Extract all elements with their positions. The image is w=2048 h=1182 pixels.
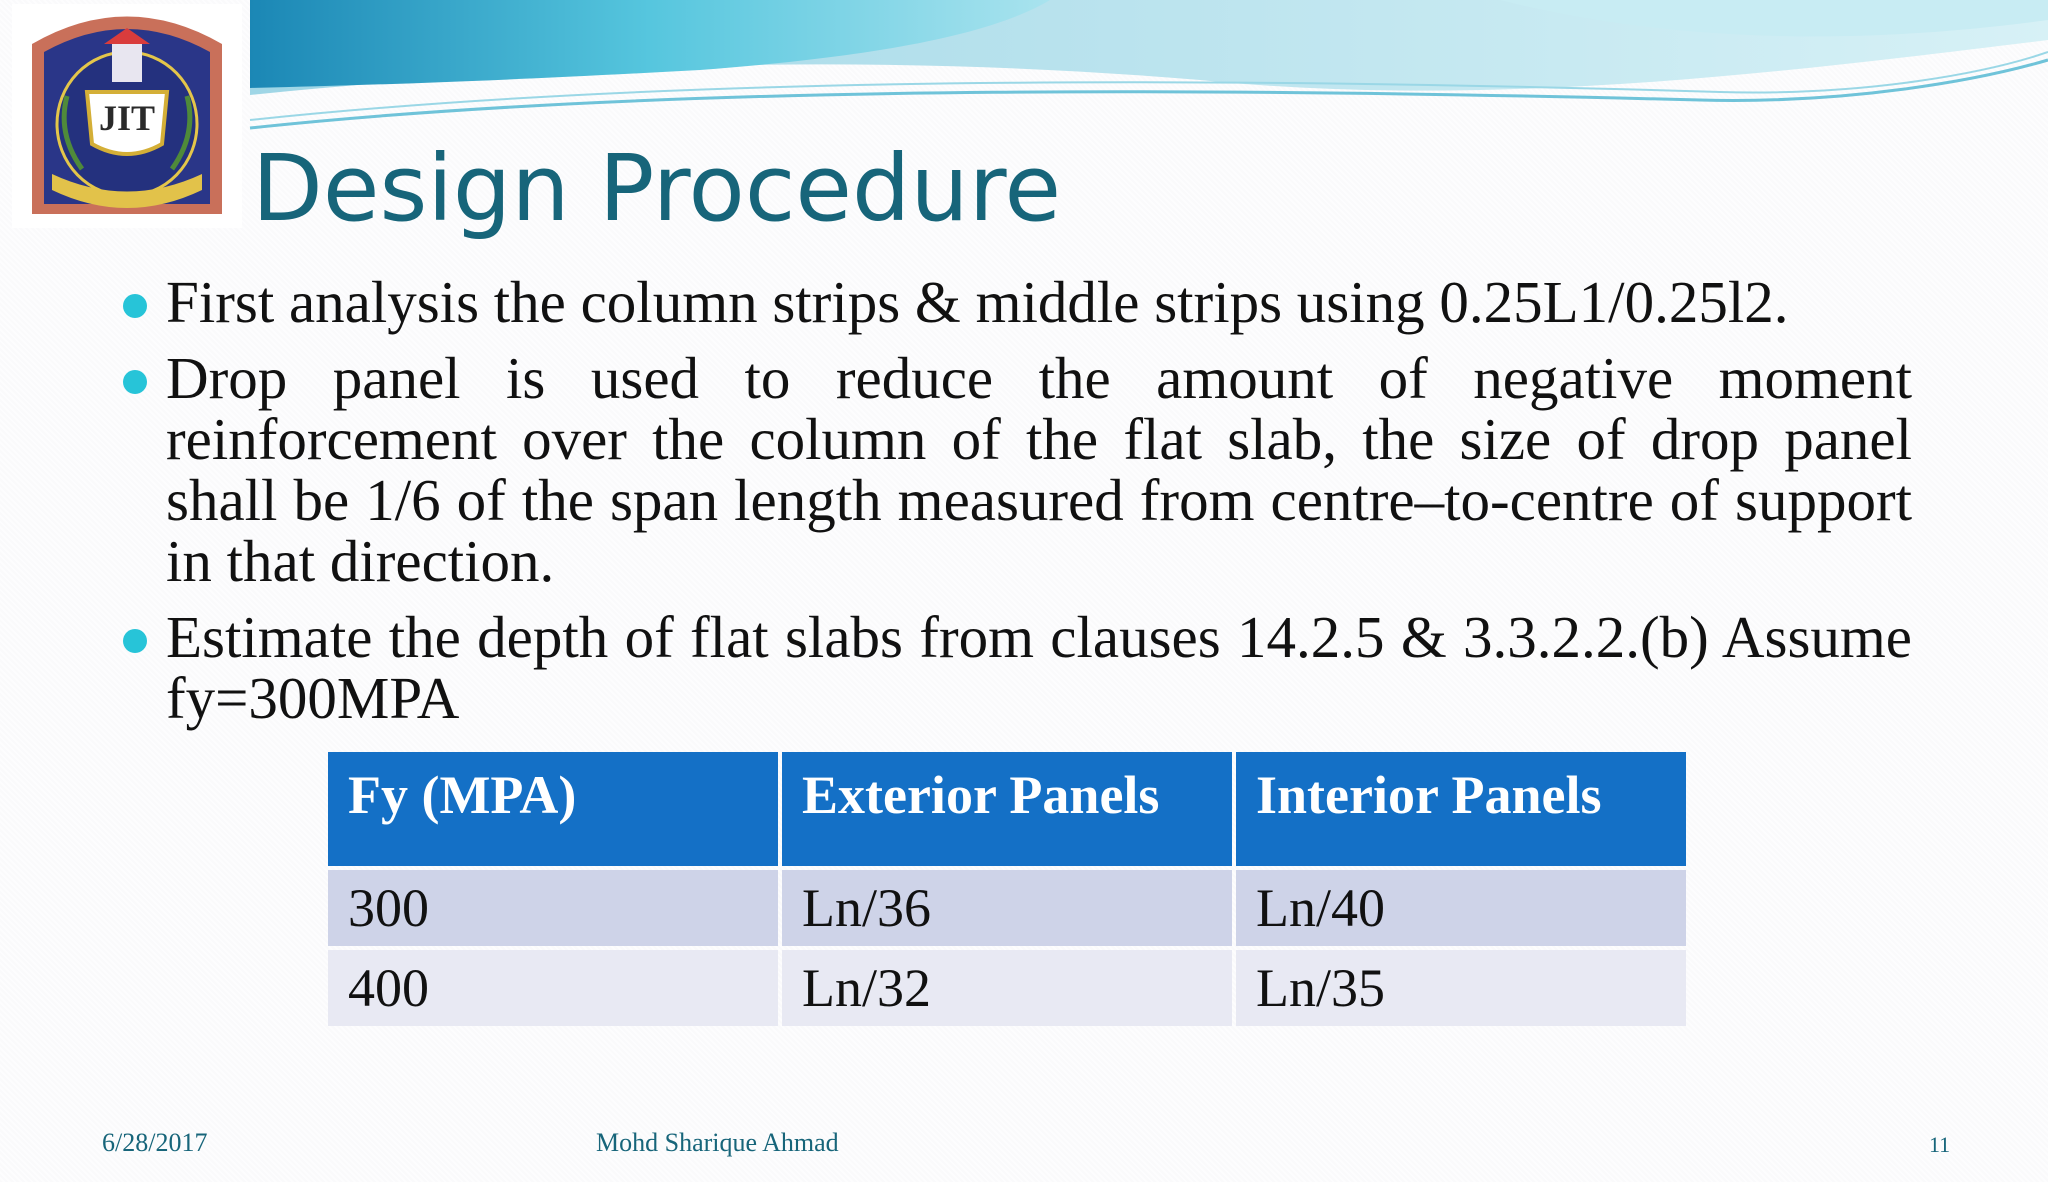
table-header-fy: Fy (MPA) <box>328 752 778 866</box>
table-cell: 400 <box>328 950 778 1026</box>
table-header-row <box>328 752 1686 866</box>
footer-date: 6/28/2017 <box>102 1128 208 1157</box>
table-cell: 300 <box>328 870 778 946</box>
table-header-exterior: Exterior Panels <box>782 752 1232 866</box>
table-cell: Ln/32 <box>782 950 1232 1026</box>
logo-text: JIT <box>98 98 156 138</box>
table-header-interior: Interior Panels <box>1236 752 1686 866</box>
header-wave-decoration <box>0 0 2048 140</box>
bullet-text: Estimate the depth of flat slabs from clauses 14.2.5 & 3.3.2.2.(b) Assume fy=300MPA <box>166 604 1912 731</box>
table-cell: Ln/40 <box>1236 870 1686 946</box>
college-crest-logo <box>12 4 242 228</box>
table-cell: Ln/35 <box>1236 950 1686 1026</box>
footer-page-number: 11 <box>1929 1132 1951 1157</box>
bullet-dot-icon <box>123 629 147 653</box>
bullet-text: First analysis the column strips & middle strips using 0.25L1/0.25l2. <box>166 269 1789 335</box>
bullet-item <box>166 269 1912 335</box>
depth-ratio-table <box>324 748 1690 1030</box>
bullet-item <box>166 345 1912 594</box>
footer-author: Mohd Sharique Ahmad <box>596 1128 839 1157</box>
table-row <box>328 870 1686 946</box>
bullet-item <box>166 604 1912 731</box>
bullet-dot-icon <box>123 294 147 318</box>
bullet-dot-icon <box>123 370 147 394</box>
bullet-text: Drop panel is used to reduce the amount of negative moment reinforcement over the column of the flat slab, the size of drop panel shall be 1/6 of the span length measured from centre–to-centre of support in that direction. <box>166 345 1912 594</box>
table-cell: Ln/36 <box>782 870 1232 946</box>
table-row <box>328 950 1686 1026</box>
slide-title: Design Procedure <box>252 135 1062 242</box>
bullet-list <box>166 269 1912 744</box>
